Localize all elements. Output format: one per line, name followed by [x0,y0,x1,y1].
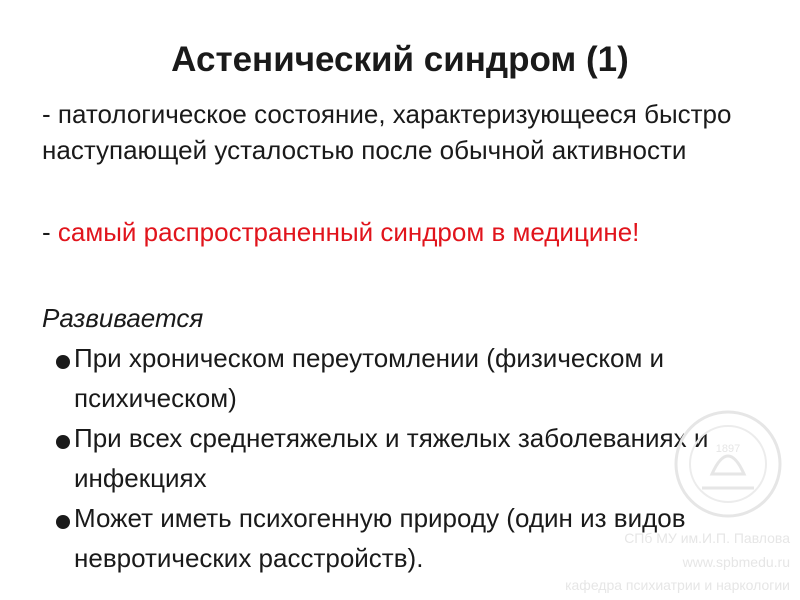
watermark-department: кафедра психиатрии и наркологии [565,577,790,593]
fact-highlight: самый распространенный синдром в медицине! [57,217,640,247]
bullet-dot-icon [56,355,70,369]
slide-title: Астенический синдром (1) [171,40,629,79]
fact-prefix: - [42,217,58,247]
definition-paragraph: - патологическое состояние, характеризующееся быстро наступающей усталостью после обычной активности [42,99,732,165]
fact-paragraph [42,214,782,250]
watermark-website: www.spbmedu.ru [682,554,790,570]
list-item-text: При всех среднетяжелых и тяжелых заболеваниях и инфекциях [74,423,709,493]
list-item [50,338,780,418]
list-item-text: Может иметь психогенную природу (один из видов невротических расстройств). [74,503,686,573]
develops-heading: Развивается [42,303,204,333]
list-item [50,418,780,498]
bullet-dot-icon [56,435,70,449]
watermark-university: СПб МУ им.И.П. Павлова [624,530,790,546]
seal-year: 1897 [715,443,741,455]
list-item-text: При хроническом переутомлении (физическом и психическом) [74,343,665,413]
bullet-dot-icon [56,515,70,529]
university-seal-icon [672,408,784,520]
